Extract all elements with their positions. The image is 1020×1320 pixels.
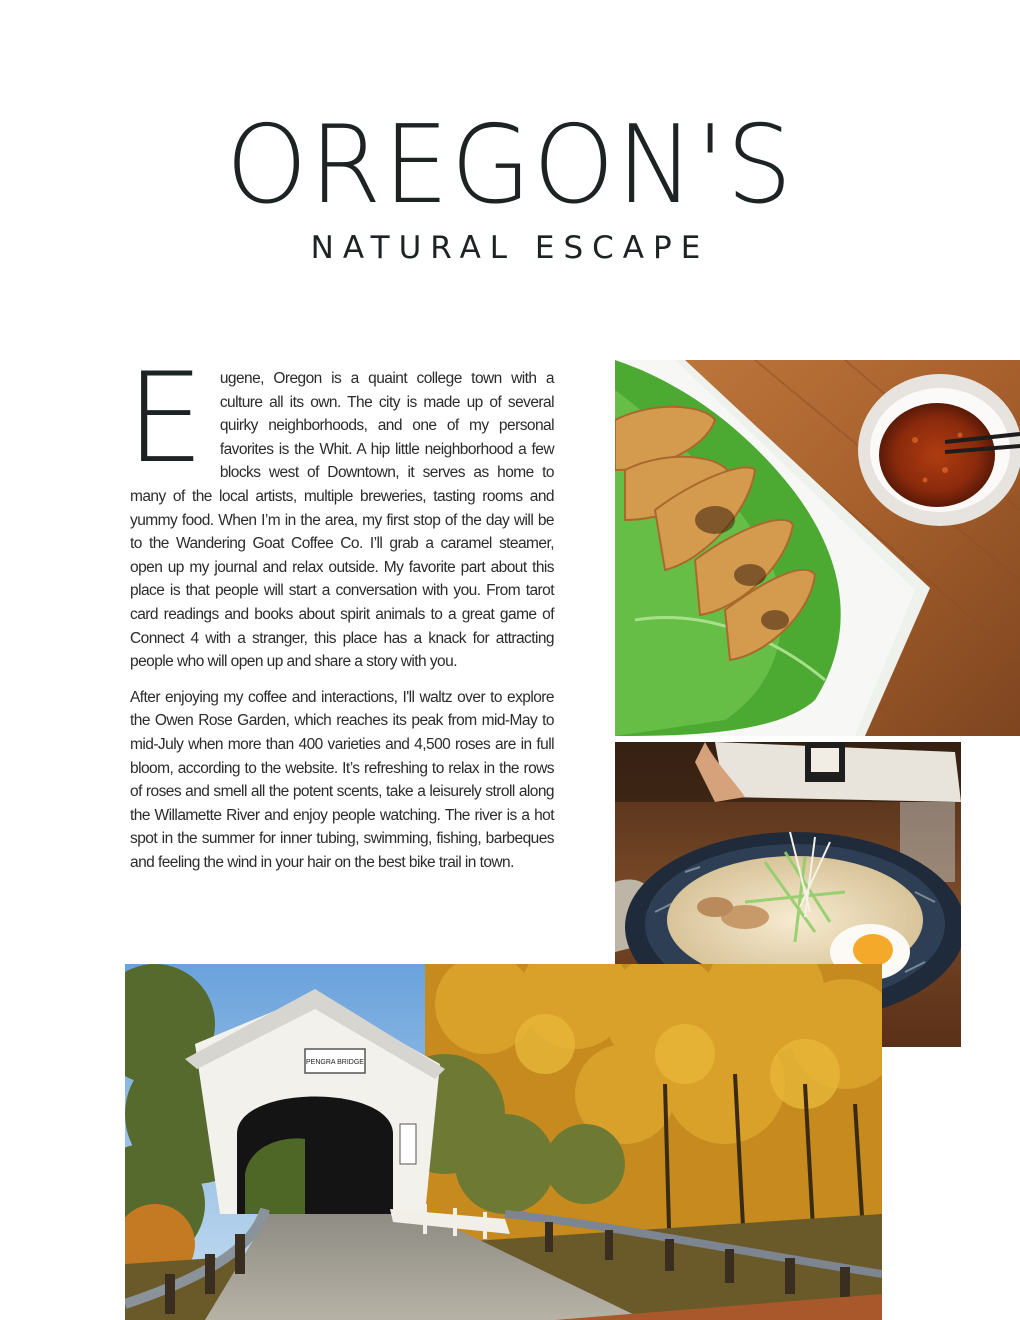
bridge-sign-text: PENGRA BRIDGE	[306, 1059, 364, 1066]
dumplings-photo	[615, 360, 1020, 736]
paragraph-1-text: ugene, Oregon is a quaint college town with a culture all its own. The city is made up of several quirky neighborhoods, and one of my personal favorites is the Whit. A hip little neighborhood a few blocks west of Downtown, it serves as home to many of the local artists, multiple breweries, tasting rooms and yummy food. When I’m in the area, my first stop of the day will be to the Wandering Goat Coffee Co. I’ll grab a caramel steamer, open up my journal and relax outside. My favorite part about this place is that people will start a conversation with you. From tarot card readings and books about spirit animals to a great game of Connect 4 with a stranger, this place has a knack for attracting people who will open up and share a story with you.	[130, 370, 554, 671]
page-title: OREGON'S	[225, 103, 795, 228]
page-subtitle: NATURAL ESCAPE	[310, 230, 710, 266]
drop-cap: E	[126, 347, 204, 491]
covered-bridge-photo	[125, 964, 882, 1320]
article-body	[126, 347, 554, 886]
paragraph-2: After enjoying my coffee and interactions, I'll waltz over to explore the Owen Rose Garden, which reaches its peak from mid-May to mid-July when more than 400 varieties and 4,500 roses are in full bloom, according to the website. It’s refreshing to relax in the rows of roses and smell all the potent scents, take a leisurely stroll along the Willamette River and enjoy people watching. The river is a hot spot in the summer for inner tubing, swimming, fishing, barbeques and feeling the wind in your hair on the best bike trail in town.	[130, 688, 554, 871]
paragraph-1	[126, 347, 554, 674]
